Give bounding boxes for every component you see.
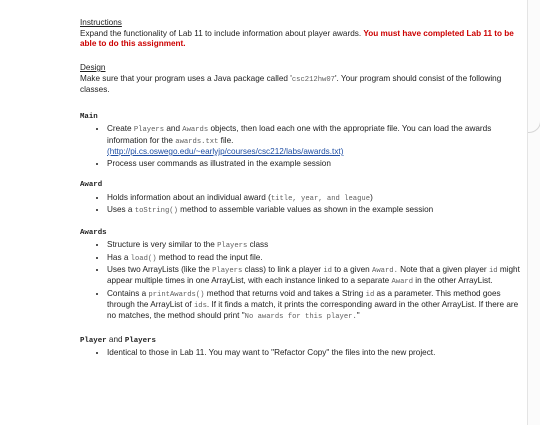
- code-awards: Awards: [182, 126, 209, 135]
- item-text: method that returns void and takes a String: [204, 288, 366, 298]
- list-item: [107, 253, 520, 264]
- design-text: Make sure that your program uses a Java package called ': [80, 73, 292, 83]
- list-item: [107, 124, 520, 157]
- instructions-paragraph: [80, 29, 520, 50]
- item-text: Uses a: [107, 205, 135, 215]
- item-text: Has a: [107, 252, 131, 262]
- item-text: Uses two ArrayLists (like the: [107, 264, 213, 274]
- code-printawards: printAwards(): [148, 290, 205, 299]
- main-class-title: Main: [80, 112, 98, 121]
- code-filename: awards.txt: [175, 137, 219, 146]
- code-no-awards-message: No awards for this player.: [244, 313, 357, 322]
- item-text: Contains a: [107, 288, 149, 298]
- item-text: objects, then load each one with the appropriate file. You can load the awards information for the: [107, 124, 492, 145]
- code-load: load(): [130, 254, 157, 263]
- player-class-list: [80, 348, 520, 359]
- instructions-text: Expand the functionality of Lab 11 to include information about player awards.: [80, 28, 364, 38]
- list-item: [107, 289, 520, 323]
- item-text: Create: [107, 124, 134, 134]
- window-corner: [528, 0, 540, 133]
- item-text: class: [247, 240, 269, 250]
- item-text: to a given: [331, 264, 373, 274]
- item-text: and: [164, 124, 183, 134]
- item-text: Note that a given player: [397, 264, 489, 274]
- code-players: Players: [133, 126, 165, 135]
- list-item: • Identical to those in Lab 11. You may want to "Refactor Copy" the files into the new project.: [107, 348, 520, 359]
- player-class-title: [80, 335, 520, 347]
- item-text: Structure is very similar to the: [107, 240, 218, 250]
- design-heading: Design: [80, 62, 106, 72]
- title-joiner: and: [106, 334, 125, 344]
- item-text: . If it finds a match, it prints the corresponding award in the other ArrayList. If there are no matches, the method should print ": [107, 300, 519, 321]
- item-text: method to read the input file.: [156, 252, 263, 262]
- item-text: might appear multiple times in one ArrayList, with each instance linked to a separate: [107, 264, 520, 286]
- item-text: method to assemble variable values as shown in the example session: [177, 205, 434, 215]
- code-award: Award: [391, 278, 414, 287]
- list-item: [107, 240, 520, 251]
- item-text: as a parameter. This method goes through the ArrayList of: [107, 288, 501, 310]
- item-text: ): [370, 192, 373, 202]
- code-players: Players: [212, 266, 243, 275]
- code-id: id: [323, 266, 332, 275]
- code-fields: title, year, and league: [270, 194, 371, 203]
- design-text: '. Your program should consist of the following classes.: [80, 73, 502, 94]
- window-edge: [527, 0, 540, 425]
- award-class-title: Award: [80, 181, 103, 190]
- code-id: id: [488, 266, 498, 275]
- code-award: Award.: [372, 266, 398, 275]
- instructions-warning: You must have completed Lab 11 to be able to do this assignment.: [80, 28, 514, 49]
- list-item: [107, 193, 520, 204]
- main-class-list: [80, 124, 520, 169]
- awards-file-link[interactable]: (http://pi.cs.oswego.edu/~earlyjp/courses/csc212/labs/awards.txt): [107, 146, 344, 156]
- assignment-document: [80, 18, 520, 360]
- design-paragraph: [80, 74, 520, 96]
- item-text: class) to link a player: [242, 264, 324, 274]
- awards-class-title: Awards: [80, 228, 107, 237]
- item-text: Holds information about an individual award (: [107, 192, 271, 202]
- item-text: in the other ArrayList.: [413, 276, 493, 286]
- list-item: [107, 265, 520, 288]
- player-title: Player: [80, 336, 107, 345]
- code-id: id: [365, 290, 375, 299]
- instructions-heading: Instructions: [80, 18, 122, 27]
- list-item: • Process user commands as illustrated in the example session: [107, 159, 520, 170]
- item-text: file.: [218, 135, 234, 145]
- awards-class-list: [80, 240, 520, 323]
- award-class-list: [80, 193, 520, 217]
- item-text: ": [356, 311, 360, 321]
- code-players: Players: [217, 242, 248, 251]
- code-ids: ids: [193, 302, 207, 311]
- code-tostring: toString(): [134, 207, 178, 216]
- package-name: csc212hw07: [291, 75, 335, 84]
- players-title: Players: [124, 336, 156, 345]
- list-item: [107, 205, 520, 216]
